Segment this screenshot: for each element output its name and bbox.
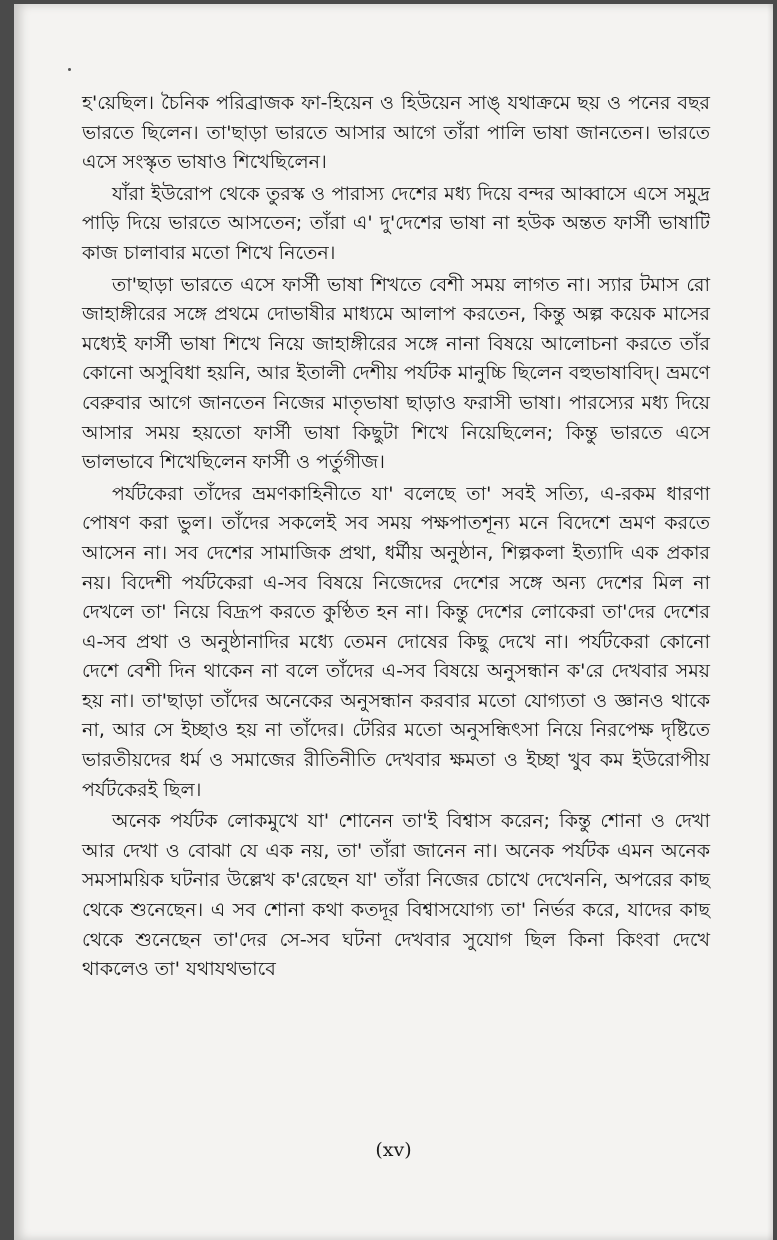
paragraph-4: পর্যটকেরা তাঁদের ভ্রমণকাহিনীতে যা' বলেছে তা' সবই সত্যি, এ-রকম ধারণা পোষণ করা ভুল। তাঁদের সকলেই সব সময় পক্ষপাতশূন্য মনে বিদেশে ভ্রমণ করতে আসেন না। সব দেশের সামাজিক প্রথা, ধর্মীয় অনুষ্ঠান, শিল্পকলা ইত্যাদি এক প্রকার নয়। বিদেশী পর্যটকেরা এ-সব বিষয়ে নিজেদের দেশের সঙ্গে অন্য দেশের মিল না দেখলে তা' নিয়ে বিদ্রূপ করতে কুণ্ঠিত হন না। কিন্তু দেশের লোকেরা তা'দের দেশের এ-সব প্রথা ও অনুষ্ঠানাদির মধ্যে তেমন দোষের কিছু দেখে না। পর্যটকেরা কোনো দেশে বেশী দিন থাকেন না বলে তাঁদের এ-সব বিষয়ে অনুসন্ধান ক'রে দেখবার সময় হয় না। তা'ছাড়া তাঁদের অনেকের অনুসন্ধান করবার মতো যোগ্যতা ও জ্ঞানও থাকে না, আর সে ইচ্ছাও হয় না তাঁদের। টেরির মতো অনুসন্ধিৎসা নিয়ে নিরপেক্ষ দৃষ্টিতে ভারতীয়দের ধর্ম ও সমাজের রীতিনীতি দেখবার ক্ষমতা ও ইচ্ছা খুব কম ইউরোপীয় পর্যটকেরই ছিল। xyxy=(82,482,710,801)
paragraph-5: অনেক পর্যটক লোকমুখে যা' শোনেন তা'ই বিশ্বাস করেন; কিন্তু শোনা ও দেখা আর দেখা ও বোঝা যে এক নয়, তা' তাঁরা জানেন না। অনেক পর্যটক এমন অনেক সমসাময়িক ঘটনার উল্লেখ ক'রেছেন যা' তাঁরা নিজের চোখে দেখেননি, অপরের কাছ থেকে শুনেছেন। এ সব শোনা কথা কতদূর বিশ্বাসযোগ্য তা' নির্ভর করে, যাদের কাছ থেকে শুনেছেন তা'দের সে-সব ঘটনা দেখবার সুযোগ ছিল কিনা কিংবা দেখে থাকলেও তা' যথাযথভাবে xyxy=(82,810,710,981)
book-page xyxy=(14,4,773,1240)
ink-speck xyxy=(68,68,71,71)
paragraph-3: তা'ছাড়া ভারতে এসে ফার্সী ভাষা শিখতে বেশী সময় লাগত না। স্যার টমাস রো জাহাঙ্গীরের সঙ্গে প্রথমে দোভাষীর মাধ্যমে আলাপ করতেন, কিন্তু অল্প কয়েক মাসের মধ্যেই ফার্সী ভাষা শিখে নিয়ে জাহাঙ্গীরের সঙ্গে নানা বিষয়ে আলোচনা করতে তাঁর কোনো অসুবিধা হয়নি, আর ইতালী দেশীয় পর্যটক মানুচ্চি ছিলেন বহুভাষাবিদ্‌। ভ্রমণে বেরুবার আগে জানতেন নিজের মাতৃভাষা ছাড়াও ফরাসী ভাষা। পারস্যের মধ্য দিয়ে আসার সময় হয়তো ফার্সী ভাষা কিছুটা শিখে নিয়েছিলেন; কিন্তু ভারতে এসে ভালভাবে শিখেছিলেন ফার্সী ও পর্তুগীজ। xyxy=(82,273,710,474)
page-number: (xv) xyxy=(375,1139,412,1161)
paragraph-2: যাঁরা ইউরোপ থেকে তুরস্ক ও পারাস্য দেশের মধ্য দিয়ে বন্দর আব্বাসে এসে সমুদ্র পাড়ি দিয়ে ভারতে আসতেন; তাঁরা এ' দু'দেশের ভাষা না হউক অন্তত ফার্সী ভাষাটি কাজ চালাবার মতো শিখে নিতেন। xyxy=(82,182,710,264)
paragraph-1: হ'য়েছিল। চৈনিক পরিব্রাজক ফা-হিয়েন ও হিউয়েন সাঙ্‌ যথাক্রমে ছয় ও পনের বছর ভারতে ছিলেন। তা'ছাড়া ভারতে আসার আগে তাঁরা পালি ভাষা জানতেন। ভারতে এসে সংস্কৃত ভাষাও শিখেছিলেন। xyxy=(82,92,710,174)
body-text xyxy=(82,89,710,985)
